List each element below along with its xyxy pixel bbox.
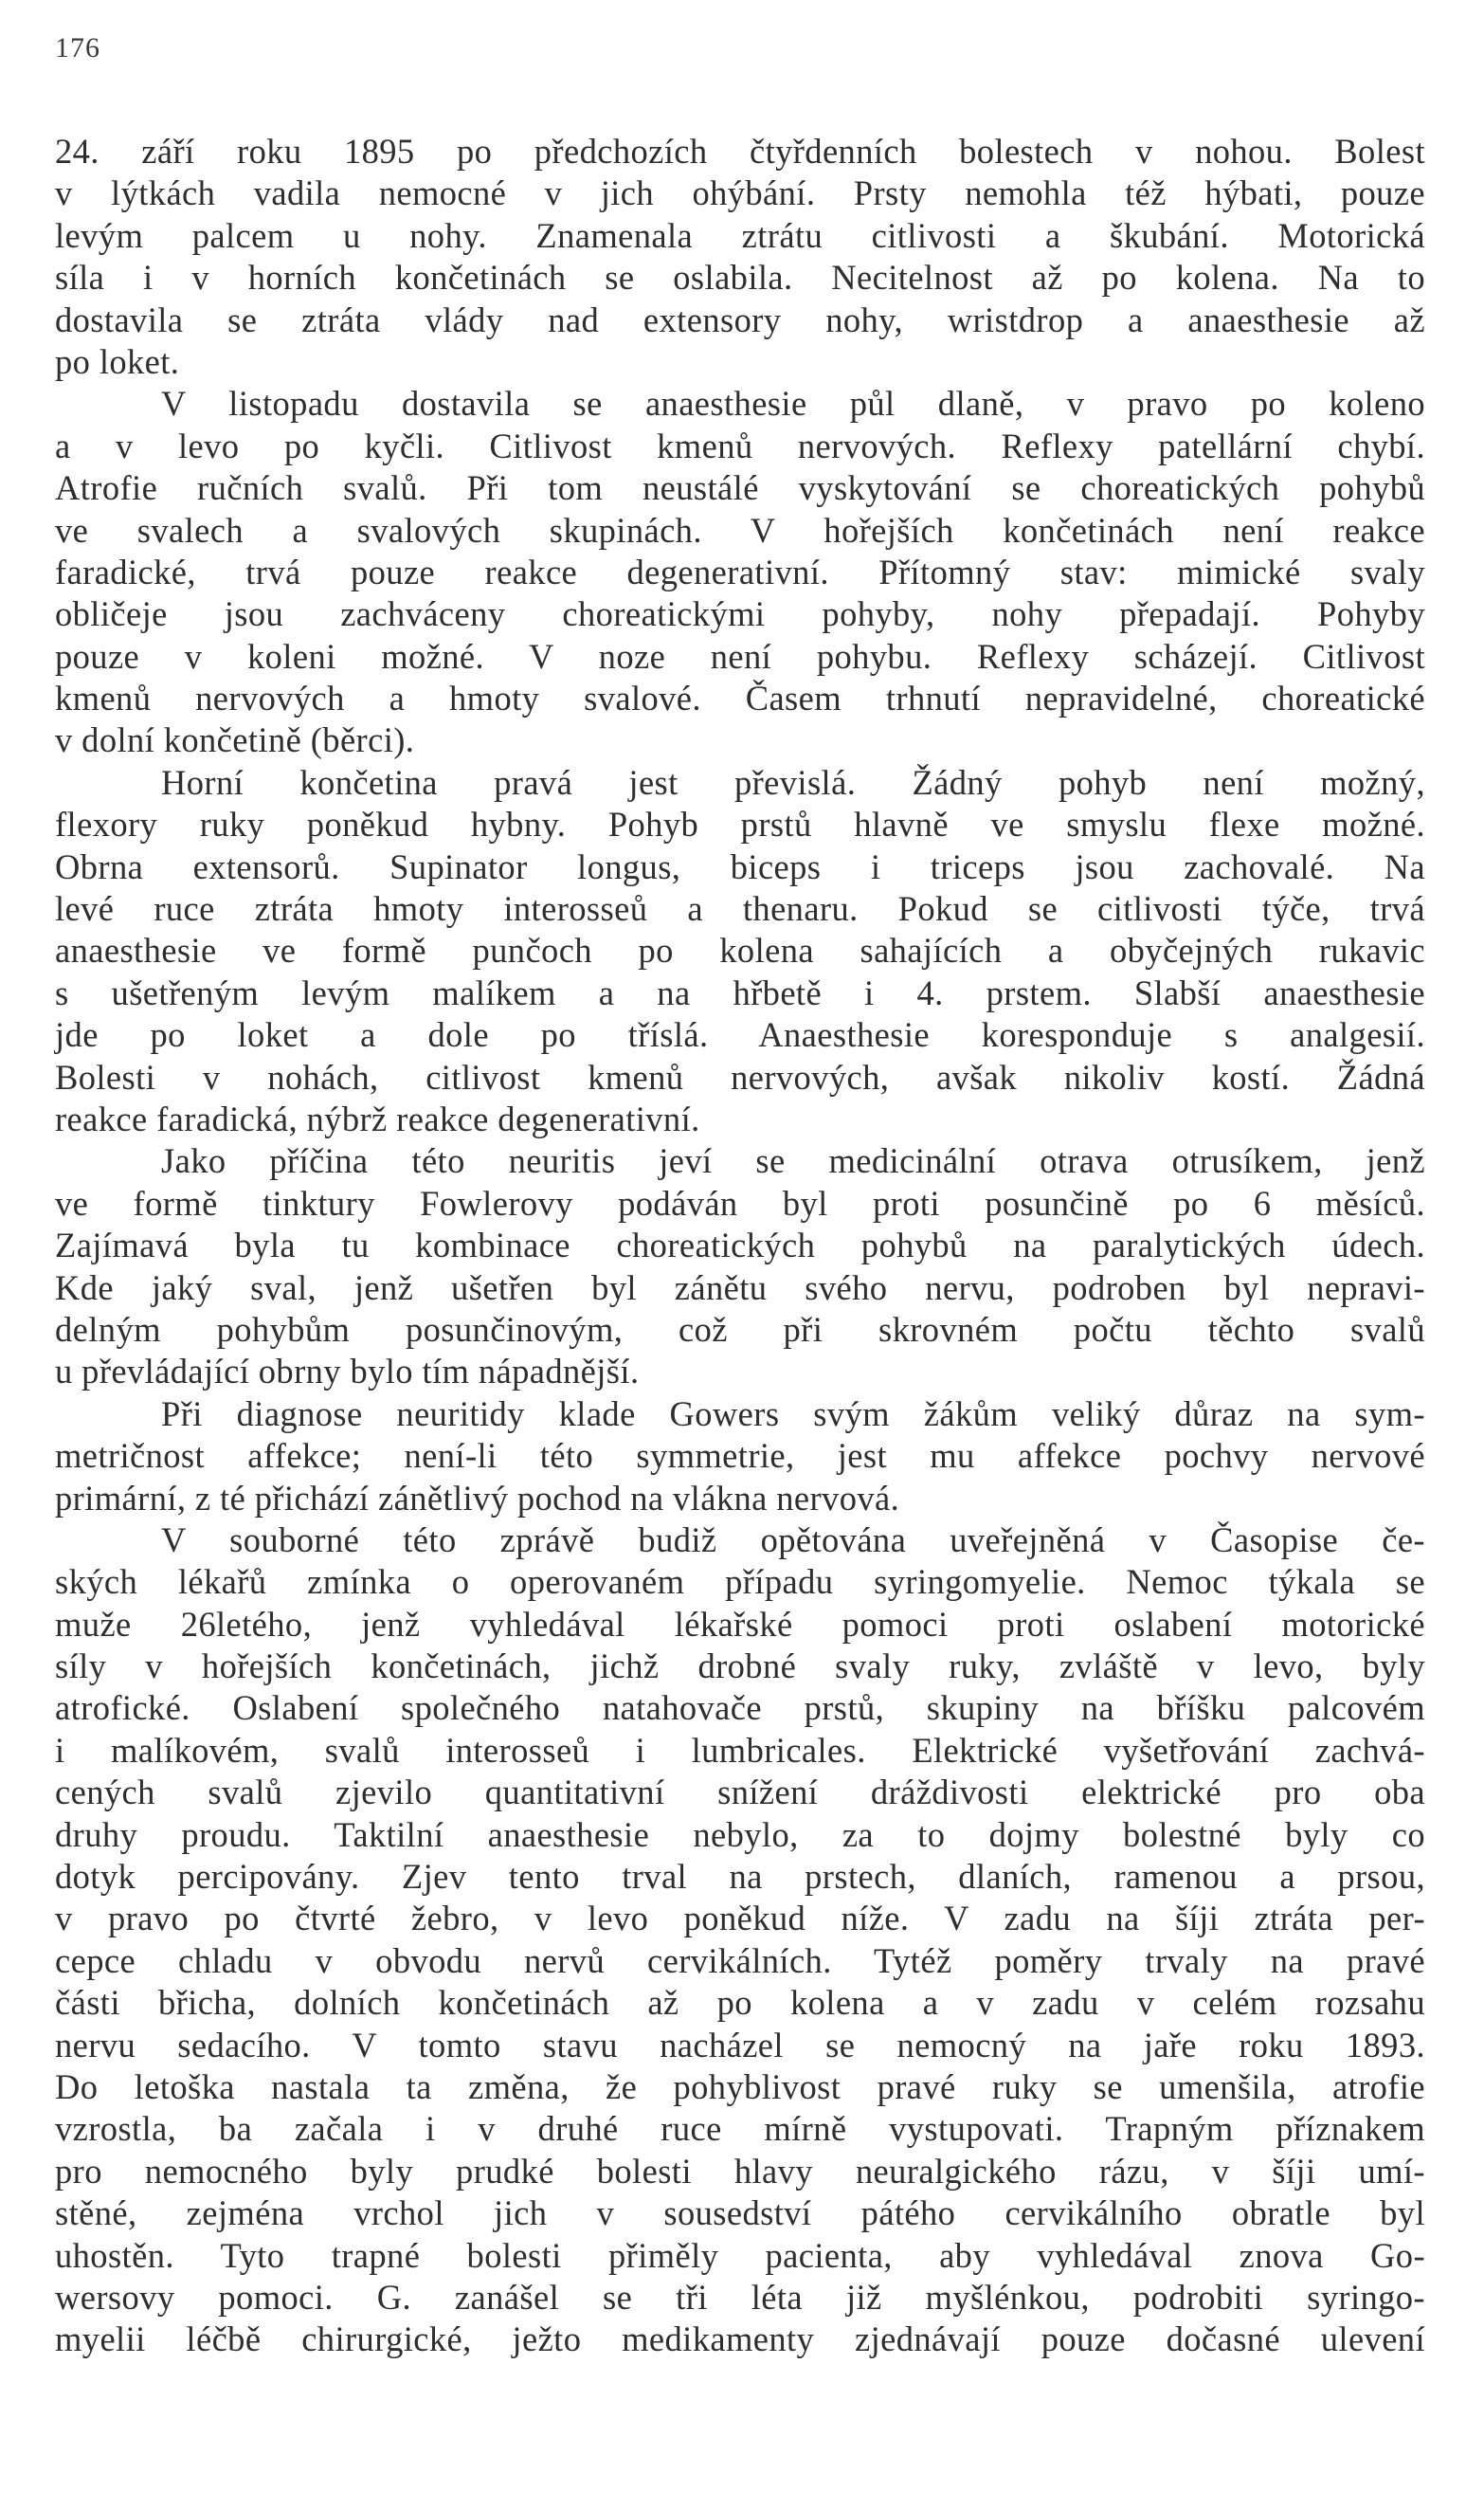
body-text [55,131,1425,2361]
text-line: stěné, zejména vrchol jich v sousedství pátého cervikálního obratle byl [55,2193,1425,2233]
text-line: s ušetřeným levým malíkem a na hřbetě i 4. prstem. Slabší anaesthesie [55,973,1425,1012]
text-line: Jako příčina této neuritis jeví se medicinální otrava otrusíkem, jenž [161,1141,1425,1181]
text-line: muže 26letého, jenž vyhledával lékařské pomoci proti oslabení motorické [55,1604,1425,1644]
text-line: wersovy pomoci. G. zanášel se tři léta již myšlénkou, podrobiti syringo- [55,2277,1425,2317]
text-line: levé ruce ztráta hmoty interosseů a thenaru. Pokud se citlivosti týče, trvá [55,889,1425,929]
text-line: síly v hořejších končetinách, jichž drobné svaly ruky, zvláště v levo, byly [55,1646,1425,1686]
text-line: obličeje jsou zachváceny choreatickými pohyby, nohy přepadají. Pohyby [55,594,1425,634]
text-line: V souborné této zprávě budiž opětována uveřejněná v Časopise če- [161,1519,1425,1559]
text-line: Do letoška nastala ta změna, že pohyblivost pravé ruky se umenšila, atrofie [55,2066,1425,2106]
text-line: faradické, trvá pouze reakce degenerativní. Přítomný stav: mimické svaly [55,552,1425,591]
text-line: Horní končetina pravá jest převislá. Žádný pohyb není možný, [161,762,1425,802]
text-line: pro nemocného byly prudké bolesti hlavy neuralgického rázu, v šíji umí- [55,2151,1425,2191]
text-line: Atrofie ručních svalů. Při tom neustálé vyskytování se choreatických pohybů [55,468,1425,508]
text-line: 24. září roku 1895 po předchozích čtyřdenních bolestech v nohou. Bolest [55,132,1425,171]
text-line: Při diagnose neuritidy klade Gowers svým žákům veliký důraz na sym- [161,1393,1425,1433]
text-line: ve svalech a svalových skupinách. V hořejších končetinách není reakce [55,510,1425,550]
text-line: ských lékařů zmínka o operovaném případu syringomyelie. Nemoc týkala se [55,1562,1425,1602]
text-line: dostavila se ztráta vlády nad extensory nohy, wristdrop a anaesthesie až [55,300,1425,339]
text-line: pouze v koleni možné. V noze není pohybu. Reflexy scházejí. Citlivost [55,636,1425,676]
text-line: anaesthesie ve formě punčoch po kolena sahajících a obyčejných rukavic [55,931,1425,971]
text-line: delným pohybům posunčinovým, což při skrovném počtu těchto svalů [55,1309,1425,1349]
text-line: ve formě tinktury Fowlerovy podáván byl proti posunčině po 6 měsíců. [55,1183,1425,1223]
text-line: primární, z té přichází zánětlivý pochod na vlákna nervová. [55,1478,900,1518]
text-line: a v levo po kyčli. Citlivost kmenů nervových. Reflexy patellární chybí. [55,426,1425,465]
text-line: vzrostla, ba začala i v druhé ruce mírně vystupovati. Trapným příznakem [55,2109,1425,2149]
text-line: po loket. [55,341,180,381]
text-line: v lýtkách vadila nemocné v jich ohýbání. Prsty nemohla též hýbati, pouze [55,173,1425,213]
text-line: cepce chladu v obvodu nervů cervikálních. Tytéž poměry trvaly na pravé [55,1940,1425,1980]
text-line: Obrna extensorů. Supinator longus, biceps i triceps jsou zachovalé. Na [55,846,1425,886]
text-line: uhostěn. Tyto trapné bolesti přiměly pacienta, aby vyhledával znova Go- [55,2235,1425,2275]
text-line: kmenů nervových a hmoty svalové. Časem trhnutí nepravidelné, choreatické [55,679,1425,718]
text-line: i malíkovém, svalů interosseů i lumbricales. Elektrické vyšetřování zachvá- [55,1730,1425,1770]
text-line: reakce faradická, nýbrž reakce degenerativní. [55,1099,700,1138]
text-line: atrofické. Oslabení společného natahovače prstů, skupiny na bříšku palcovém [55,1688,1425,1728]
page-number: 176 [55,32,100,64]
text-line: v pravo po čtvrté žebro, v levo poněkud níže. V zadu na šíji ztráta per- [55,1899,1425,1938]
text-line: druhy proudu. Taktilní anaesthesie nebylo, za to dojmy bolestné byly co [55,1814,1425,1854]
text-line: cených svalů zjevilo quantitativní snížení dráždivosti elektrické pro oba [55,1773,1425,1812]
text-line: V listopadu dostavila se anaesthesie půl dlaně, v pravo po koleno [161,384,1425,424]
text-line: části břicha, dolních končetinách až po kolena a v zadu v celém rozsahu [55,1983,1425,2023]
text-line: dotyk percipovány. Zjev tento trval na prstech, dlaních, ramenou a prsou, [55,1857,1425,1897]
text-line: Bolesti v nohách, citlivost kmenů nervových, avšak nikoliv kostí. Žádná [55,1057,1425,1097]
text-line: myelii léčbě chirurgické, ježto medikamenty zjednávají pouze dočasné ulevení [55,2319,1425,2359]
text-line: u převládající obrny bylo tím nápadnější. [55,1352,640,1391]
text-line: Kde jaký sval, jenž ušetřen byl zánětu svého nervu, podroben byl nepravi- [55,1267,1425,1307]
text-line: flexory ruky poněkud hybny. Pohyb prstů hlavně ve smyslu flexe možné. [55,805,1425,845]
text-line: Zajímavá byla tu kombinace choreatických pohybů na paralytických údech. [55,1226,1425,1265]
text-line: v dolní končetině (běrci). [55,720,415,760]
text-line: síla i v horních končetinách se oslabila. Necitelnost až po kolena. Na to [55,258,1425,298]
text-line: metričnost affekce; není-li této symmetrie, jest mu affekce pochvy nervové [55,1436,1425,1476]
text-line: jde po loket a dole po tříslá. Anaesthesie koresponduje s analgesií. [55,1015,1425,1055]
text-line: nervu sedacího. V tomto stavu nacházel se nemocný na jaře roku 1893. [55,2025,1425,2064]
text-line: levým palcem u nohy. Znamenala ztrátu citlivosti a škubání. Motorická [55,215,1425,255]
